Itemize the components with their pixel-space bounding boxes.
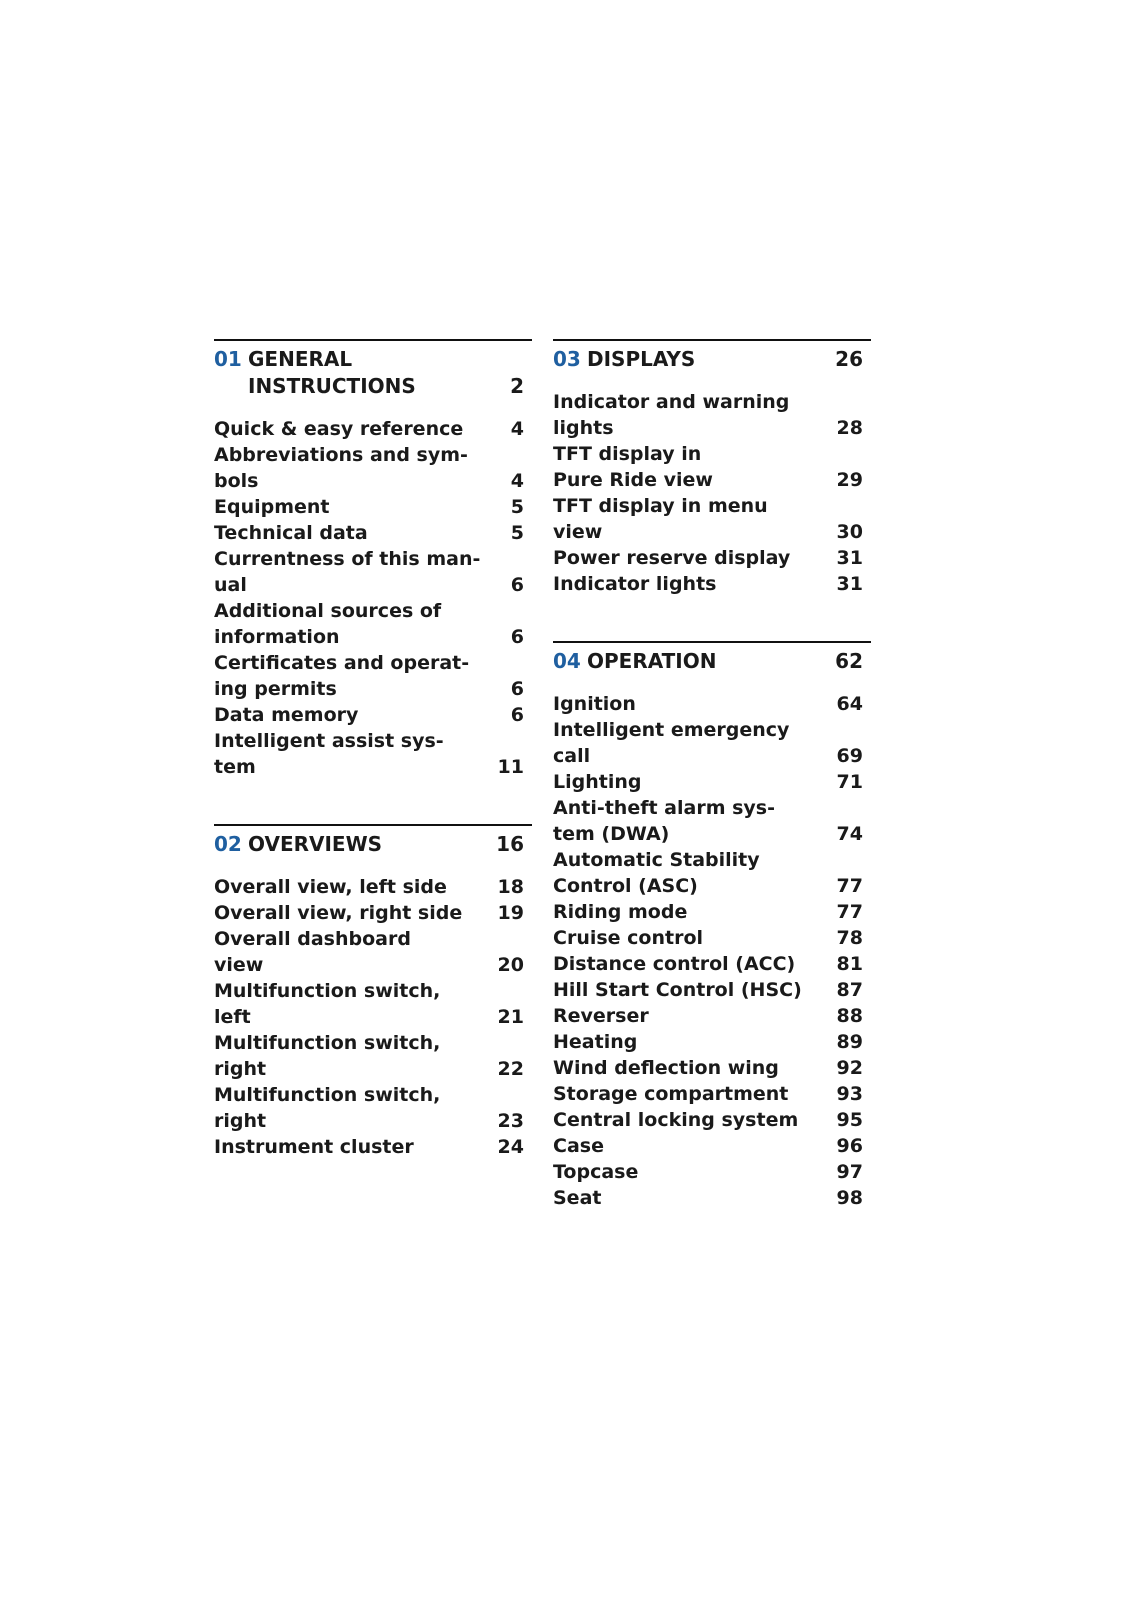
toc-entry[interactable]: [553, 493, 871, 545]
toc-entry-page-number: 6: [510, 678, 524, 700]
toc-entry-page-number: 6: [510, 626, 524, 648]
toc-entry-page-number: 5: [510, 496, 524, 518]
toc-entry-list: [553, 389, 871, 597]
section-title: OVERVIEWS: [248, 832, 383, 856]
toc-entry[interactable]: [553, 571, 871, 597]
section-heading-text: [214, 831, 532, 858]
toc-entry-title: Multifunction switch, right: [214, 1032, 441, 1080]
toc-entry-page-number: 22: [497, 1058, 524, 1080]
section-rule: [553, 339, 871, 341]
toc-entry[interactable]: [553, 925, 871, 951]
section-rule: [214, 824, 532, 826]
toc-entry-title: Overall dashboard view: [214, 928, 411, 976]
toc-entry[interactable]: [553, 769, 871, 795]
toc-entry[interactable]: [553, 795, 871, 847]
toc-entry[interactable]: [553, 847, 871, 899]
toc-entry-page-number: 28: [836, 417, 863, 439]
toc-entry-page-number: 93: [836, 1083, 863, 1105]
section-heading-text: [553, 648, 871, 675]
toc-entry-page-number: 19: [497, 902, 524, 924]
toc-entry-title: Data memory: [214, 704, 359, 726]
toc-entry-page-number: 21: [497, 1006, 524, 1028]
toc-entry-title: Certificates and operat- ing permits: [214, 652, 470, 700]
toc-entry-title: Quick & easy reference: [214, 418, 464, 440]
toc-entry[interactable]: [553, 717, 871, 769]
section-heading-text: [214, 346, 532, 400]
toc-entry-title: Heating: [553, 1031, 638, 1053]
toc-entry[interactable]: [214, 900, 532, 926]
toc-entry-page-number: 30: [836, 521, 863, 543]
toc-entry-page-number: 87: [836, 979, 863, 1001]
toc-entry-title: Indicator and warning lights: [553, 391, 790, 439]
toc-entry[interactable]: [553, 1185, 871, 1211]
toc-entry-title: Hill Start Control (HSC): [553, 979, 802, 1001]
toc-entry-list: [214, 874, 532, 1160]
toc-entry-title: Technical data: [214, 522, 368, 544]
toc-entry[interactable]: [214, 978, 532, 1030]
section-number: 03: [553, 347, 581, 371]
toc-entry[interactable]: [553, 1159, 871, 1185]
toc-entry[interactable]: [214, 874, 532, 900]
section-rule: [553, 641, 871, 643]
toc-entry-page-number: 31: [836, 573, 863, 595]
section-page-number: 16: [496, 832, 524, 856]
toc-entry-title: Additional sources of information: [214, 600, 442, 648]
toc-section: [553, 339, 871, 597]
toc-entry-title: Storage compartment: [553, 1083, 789, 1105]
toc-entry-title: TFT display in Pure Ride view: [553, 443, 713, 491]
toc-entry[interactable]: [553, 1133, 871, 1159]
toc-entry-title: Case: [553, 1135, 604, 1157]
toc-entry-title: Multifunction switch, right: [214, 1084, 441, 1132]
toc-entry[interactable]: [214, 650, 532, 702]
toc-entry-title: Ignition: [553, 693, 636, 715]
toc-entry[interactable]: [553, 899, 871, 925]
toc-entry-title: Lighting: [553, 771, 642, 793]
section-spacer: [214, 780, 532, 824]
section-number: 01: [214, 347, 242, 371]
section-page-number: 2: [510, 374, 524, 398]
toc-entry[interactable]: [553, 1055, 871, 1081]
toc-entry-page-number: 98: [836, 1187, 863, 1209]
toc-entry[interactable]: [553, 441, 871, 493]
toc-entry[interactable]: [214, 1030, 532, 1082]
toc-left-column: [214, 339, 532, 1160]
toc-entry[interactable]: [214, 494, 532, 520]
toc-entry-title: Wind deflection wing: [553, 1057, 779, 1079]
toc-entry-title: Indicator lights: [553, 573, 717, 595]
toc-entry-title: Cruise control: [553, 927, 704, 949]
section-heading[interactable]: [553, 648, 871, 675]
toc-entry-title: Intelligent assist sys- tem: [214, 730, 444, 778]
toc-entry-page-number: 6: [510, 704, 524, 726]
toc-entry-title: Overall view, left side: [214, 876, 447, 898]
section-title: GENERAL INSTRUCTIONS: [248, 347, 416, 398]
toc-entry[interactable]: [214, 520, 532, 546]
toc-entry-title: Seat: [553, 1187, 602, 1209]
toc-entry-page-number: 4: [510, 470, 524, 492]
toc-entry-page-number: 4: [510, 418, 524, 440]
toc-entry-page-number: 5: [510, 522, 524, 544]
toc-entry-page-number: 31: [836, 547, 863, 569]
toc-entry[interactable]: [214, 1082, 532, 1134]
toc-entry-page-number: 69: [836, 745, 863, 767]
toc-entry-title: Power reserve display: [553, 547, 791, 569]
toc-entry-title: Instrument cluster: [214, 1136, 414, 1158]
toc-entry-page-number: 6: [510, 574, 524, 596]
toc-right-column: [553, 339, 871, 1211]
toc-section: [553, 641, 871, 1211]
toc-entry-page-number: 18: [497, 876, 524, 898]
toc-entry-title: Abbreviations and sym- bols: [214, 444, 468, 492]
toc-entry-page-number: 74: [836, 823, 863, 845]
toc-entry-title: Automatic Stability Control (ASC): [553, 849, 760, 897]
toc-entry-title: TFT display in menu view: [553, 495, 768, 543]
toc-entry-title: Riding mode: [553, 901, 688, 923]
toc-entry[interactable]: [553, 951, 871, 977]
toc-entry[interactable]: [553, 1003, 871, 1029]
section-rule: [214, 339, 532, 341]
toc-entry[interactable]: [214, 1134, 532, 1160]
toc-entry[interactable]: [553, 1107, 871, 1133]
section-heading-text: [553, 346, 871, 373]
toc-entry-title: Central locking system: [553, 1109, 799, 1131]
toc-entry[interactable]: [553, 977, 871, 1003]
toc-entry-page-number: 64: [836, 693, 863, 715]
toc-entry[interactable]: [214, 728, 532, 780]
toc-entry[interactable]: [214, 416, 532, 442]
toc-entry-title: Topcase: [553, 1161, 639, 1183]
section-number: 02: [214, 832, 242, 856]
section-title: DISPLAYS: [587, 347, 696, 371]
toc-entry-title: Intelligent emergency call: [553, 719, 790, 767]
toc-entry-page-number: 92: [836, 1057, 863, 1079]
toc-entry-page-number: 81: [836, 953, 863, 975]
toc-entry[interactable]: [214, 442, 532, 494]
section-heading[interactable]: [214, 831, 532, 858]
toc-entry-title: Currentness of this man- ual: [214, 548, 481, 596]
section-page-number: 26: [835, 347, 863, 371]
toc-entry-title: Equipment: [214, 496, 330, 518]
toc-entry[interactable]: [553, 1081, 871, 1107]
section-number: 04: [553, 649, 581, 673]
toc-entry[interactable]: [214, 598, 532, 650]
toc-entry-page-number: 97: [836, 1161, 863, 1183]
toc-entry-title: Reverser: [553, 1005, 649, 1027]
toc-entry-page-number: 88: [836, 1005, 863, 1027]
toc-entry-list: [553, 691, 871, 1211]
toc-entry-page-number: 11: [497, 756, 524, 778]
toc-entry-page-number: 77: [836, 901, 863, 923]
toc-entry-page-number: 78: [836, 927, 863, 949]
toc-entry-title: Multifunction switch, left: [214, 980, 441, 1028]
toc-entry[interactable]: [553, 545, 871, 571]
toc-entry-title: Anti-theft alarm sys- tem (DWA): [553, 797, 775, 845]
toc-entry-page-number: 20: [497, 954, 524, 976]
toc-entry-page-number: 89: [836, 1031, 863, 1053]
toc-entry[interactable]: [214, 702, 532, 728]
toc-entry-page-number: 29: [836, 469, 863, 491]
toc-entry[interactable]: [553, 1029, 871, 1055]
section-spacer: [553, 597, 871, 641]
section-title: OPERATION: [587, 649, 717, 673]
section-heading[interactable]: [553, 346, 871, 373]
toc-entry-list: [214, 416, 532, 780]
toc-entry[interactable]: [553, 389, 871, 441]
toc-section: [214, 824, 532, 1160]
toc-entry-page-number: 23: [497, 1110, 524, 1132]
toc-entry-page-number: 71: [836, 771, 863, 793]
toc-entry[interactable]: [553, 691, 871, 717]
section-page-number: 62: [835, 649, 863, 673]
toc-entry[interactable]: [214, 926, 532, 978]
section-heading[interactable]: [214, 346, 532, 400]
toc-entry-page-number: 95: [836, 1109, 863, 1131]
toc-entry-title: Distance control (ACC): [553, 953, 796, 975]
toc-entry-title: Overall view, right side: [214, 902, 463, 924]
toc-entry-page-number: 96: [836, 1135, 863, 1157]
toc-entry-page-number: 77: [836, 875, 863, 897]
toc-section: [214, 339, 532, 780]
toc-entry[interactable]: [214, 546, 532, 598]
toc-entry-page-number: 24: [497, 1136, 524, 1158]
